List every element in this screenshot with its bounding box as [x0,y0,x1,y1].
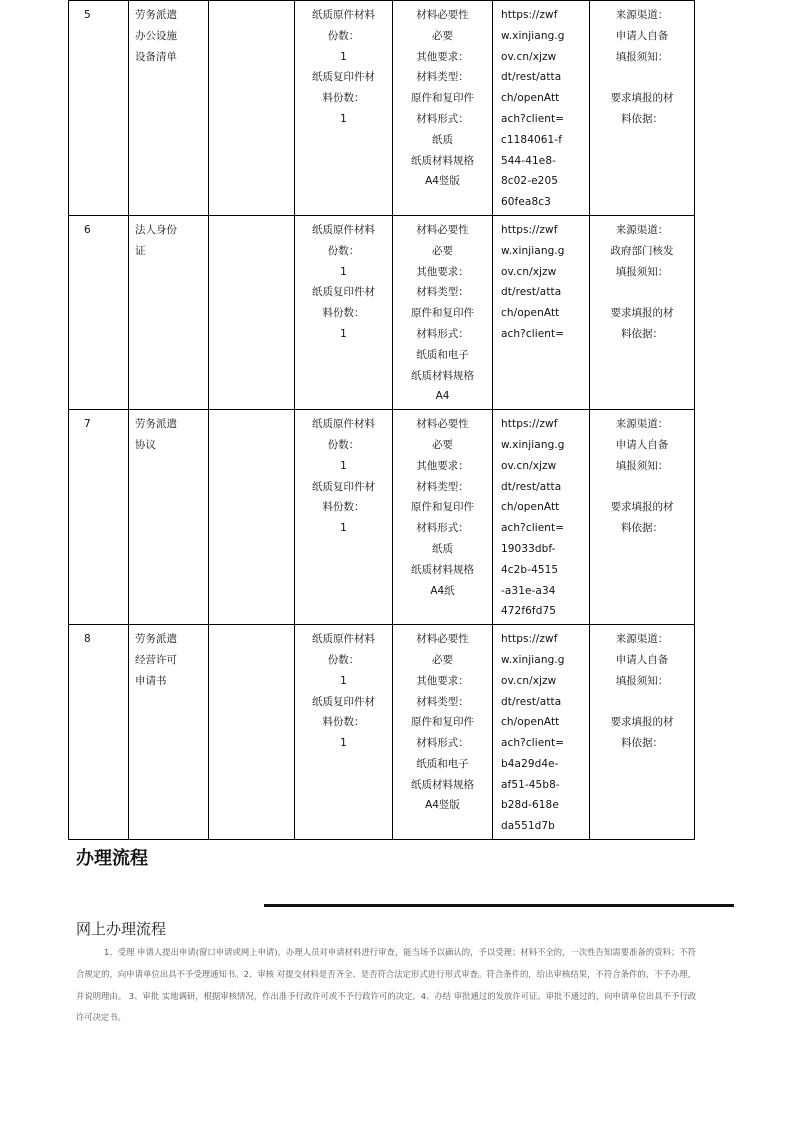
material-name-line: 劳务派遣 [135,633,177,646]
material-requirements-line: 材料必要性 [416,223,469,236]
material-count-cell [295,1,393,216]
material-url-line: dt/rest/atta [501,480,562,493]
material-row [69,1,695,216]
material-source-line [590,282,694,303]
material-requirements-line: A4竖版 [425,799,460,812]
material-url-line: https://zwf [501,223,558,236]
material-name-cell [129,1,209,216]
material-source-line: 要求填报的材 [610,92,674,105]
material-url-line: w.xinjiang.g [501,244,565,257]
material-url-cell [493,625,590,840]
material-name-line: 经营许可 [135,653,177,666]
material-name-line: 设备清单 [135,50,177,63]
material-url-line: w.xinjiang.g [501,29,565,42]
process-section-title: 办理流程 [76,848,148,869]
material-source-line: 填报须知： [615,50,669,63]
material-requirements-line: A4纸 [430,584,455,597]
material-url-line: https://zwf [501,418,558,431]
material-count-cell [295,410,393,625]
material-source-line: 来源渠道： [615,418,669,431]
material-url-line: 472f6fd75 [501,605,557,618]
material-requirements-line: 材料类型： [416,480,469,493]
material-requirements-cell [393,625,493,840]
material-requirements-cell [393,1,493,216]
material-count-line: 1 [340,737,347,750]
material-requirements-line: 纸质 [432,133,453,146]
material-source-line [590,692,694,713]
material-source-line: 料依据： [621,112,663,125]
material-requirements-line: 原件和复印件 [411,307,474,320]
material-requirements-line: 材料形式： [416,327,469,340]
material-count-line: 1 [340,459,347,472]
material-source-line: 要求填报的材 [610,501,674,514]
material-count-line: 纸质原件材料 [312,9,375,21]
material-number-cell [69,215,129,409]
material-source-line: 来源渠道： [615,9,669,21]
material-number-cell [69,410,129,625]
material-name-cell [129,410,209,625]
material-requirements-line: 纸质 [432,542,453,555]
material-requirements-line: 材料必要性 [416,418,469,431]
material-source-line [590,477,694,498]
material-requirements-line: 必要 [432,438,453,451]
material-source-line: 料依据： [621,737,663,750]
online-process-subtitle: 网上办理流程 [76,920,167,938]
material-count-cell [295,215,393,409]
materials-table [68,0,695,840]
material-name-line: 法人身份 [135,223,177,236]
material-count-line: 份数： [327,438,360,451]
material-requirements-line: 纸质材料规格 [411,154,474,167]
material-url-line: w.xinjiang.g [501,438,565,451]
material-count-line: 1 [340,265,347,278]
material-requirements-line: 纸质和电子 [416,757,469,770]
material-url-line: b28d-618e [501,799,559,812]
material-url-cell [493,1,590,216]
material-requirements-line: 其他要求： [416,265,469,278]
material-source-line [590,67,694,88]
material-count-line: 纸质原件材料 [312,633,375,646]
online-process-description: 1、受理 申请人提出申请(窗口申请或网上申请)，办理人员对申请材料进行审查，能当场予以确认的，予以受理；材料不全的，一次性告知需要准备的资料；不符合规定的，向申请单位出具不予受理通知书。2、审核 对提交材料是否齐全、是否符合法定形式进行形式审查。符合条件的，给出审核结果，不符合条件的，不予办理，并说明理由。 3、审批 实地调研，根据审核情况，作出准予行政许可或不予行政许可的决定。4、办结 审批通过的发放许可证。审批不通过的，向申请单位出具不予行政许可决定书。 [76,947,696,1023]
material-url-line: ch/openAtt [501,716,560,729]
material-source-line: 填报须知： [615,459,669,472]
material-requirements-line: 原件和复印件 [411,92,474,105]
material-source-line: 来源渠道： [615,223,669,236]
material-name-line: 协议 [135,438,156,451]
material-requirements-line: 必要 [432,29,453,42]
material-row [69,215,695,409]
material-requirements-line: 其他要求： [416,459,469,472]
material-url-line: c1184061-f [501,133,563,146]
material-number-cell [69,1,129,216]
material-count-line: 1 [340,327,347,340]
material-requirements-line: 必要 [432,244,453,257]
material-requirements-line: 纸质材料规格 [411,778,474,791]
material-url-line: ov.cn/xjzw [501,674,557,687]
material-url-line: w.xinjiang.g [501,653,565,666]
material-source-line: 要求填报的材 [610,716,674,729]
material-requirements-line: 材料形式： [416,737,469,750]
material-requirements-line: 必要 [432,653,453,666]
material-count-line: 纸质原件材料 [312,418,375,431]
material-count-line: 纸质原件材料 [312,223,375,236]
material-count-line: 纸质复印件材 [312,286,375,299]
material-blank-cell [209,625,295,840]
material-source-line: 申请人自备 [615,653,669,666]
material-requirements-line: 材料必要性 [416,9,469,21]
material-source-line: 料依据： [621,327,663,340]
material-source-line: 料依据： [621,522,663,535]
materials-table-body [69,1,695,840]
material-count-line: 纸质复印件材 [312,71,375,84]
material-url-line: 4c2b-4515 [501,563,559,576]
material-requirements-cell [393,215,493,409]
material-source-line: 申请人自备 [615,438,669,451]
material-count-line: 料份数： [322,307,365,320]
material-url-line: ov.cn/xjzw [501,459,557,472]
material-url-line: https://zwf [501,633,558,646]
material-count-line: 份数： [327,244,360,257]
material-source-line: 填报须知： [615,674,669,687]
material-name-line: 证 [135,244,146,257]
material-url-line: ch/openAtt [501,307,560,320]
material-count-line: 份数： [327,29,360,42]
material-requirements-line: 原件和复印件 [411,716,474,729]
material-url-line: 19033dbf- [501,542,556,555]
material-source-line: 政府部门核发 [610,244,674,257]
material-url-line: b4a29d4e- [501,757,559,770]
material-url-line: ach?client= [501,112,565,125]
material-number-line: 6 [84,223,91,236]
material-url-line: ach?client= [501,522,565,535]
material-source-cell [590,410,695,625]
material-name-cell [129,215,209,409]
material-count-line: 纸质复印件材 [312,695,375,708]
material-count-line: 1 [340,522,347,535]
material-count-line: 纸质复印件材 [312,480,375,493]
material-requirements-line: 其他要求： [416,674,469,687]
material-requirements-line: 纸质和电子 [416,348,469,361]
material-requirements-line: 材料形式： [416,522,469,535]
material-blank-cell [209,215,295,409]
material-requirements-line: A4 [435,390,450,403]
material-url-line: ach?client= [501,737,565,750]
material-url-line: 60fea8c3 [501,196,551,209]
material-requirements-line: 纸质材料规格 [411,563,474,576]
material-number-line: 8 [84,633,91,646]
material-name-line: 劳务派遣 [135,9,177,21]
material-number-line: 7 [84,418,91,431]
material-requirements-line: 原件和复印件 [411,501,474,514]
material-url-line: ov.cn/xjzw [501,265,557,278]
material-source-line: 要求填报的材 [610,307,674,320]
material-url-line: -a31e-a34 [501,584,556,597]
material-url-line: 8c02-e205 [501,175,559,188]
material-row [69,625,695,840]
material-row [69,410,695,625]
material-url-line: dt/rest/atta [501,71,562,84]
material-url-line: ch/openAtt [501,501,560,514]
material-requirements-line: 纸质材料规格 [411,369,474,382]
material-url-line: ach?client= [501,327,565,340]
material-number-line: 5 [84,9,91,21]
material-requirements-line: 其他要求： [416,50,469,63]
material-url-line: dt/rest/atta [501,286,562,299]
material-source-line: 填报须知： [615,265,669,278]
material-name-line: 申请书 [135,674,167,687]
material-requirements-line: 材料必要性 [416,633,469,646]
material-url-line: da551d7b [501,820,555,833]
material-url-line: ov.cn/xjzw [501,50,557,63]
material-requirements-cell [393,410,493,625]
material-count-line: 份数： [327,653,360,666]
material-source-cell [590,1,695,216]
material-name-line: 办公设施 [135,29,177,42]
material-count-line: 1 [340,50,347,63]
material-source-line: 来源渠道： [615,633,669,646]
material-source-cell [590,215,695,409]
material-url-cell [493,410,590,625]
material-number-cell [69,625,129,840]
material-source-line: 申请人自备 [615,29,669,42]
material-url-line: 544-41e8- [501,154,557,167]
section-divider [264,904,734,907]
material-requirements-line: 材料类型： [416,695,469,708]
material-blank-cell [209,1,295,216]
material-requirements-line: 材料形式： [416,112,469,125]
material-requirements-line: 材料类型： [416,286,469,299]
material-url-line: https://zwf [501,9,558,21]
material-requirements-line: 材料类型： [416,71,469,84]
material-source-cell [590,625,695,840]
material-count-line: 料份数： [322,716,365,729]
material-count-line: 料份数： [322,501,365,514]
material-count-cell [295,625,393,840]
material-requirements-line: A4竖版 [425,175,460,188]
material-url-line: dt/rest/atta [501,695,562,708]
material-name-line: 劳务派遣 [135,418,177,431]
material-url-line: af51-45b8- [501,778,560,791]
material-blank-cell [209,410,295,625]
material-name-cell [129,625,209,840]
material-count-line: 1 [340,674,347,687]
material-count-line: 料份数： [322,92,365,105]
material-url-line: ch/openAtt [501,92,560,105]
material-url-cell [493,215,590,409]
material-count-line: 1 [340,112,347,125]
